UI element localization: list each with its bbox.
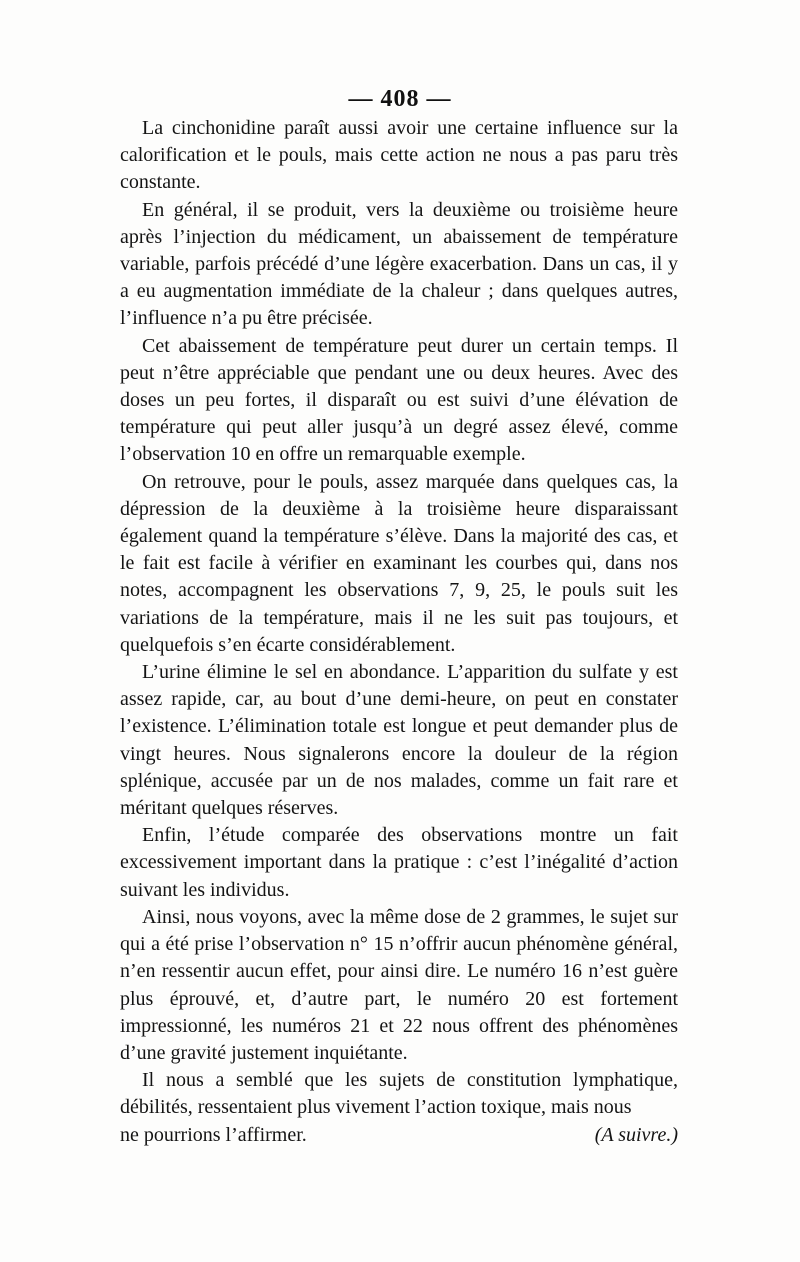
paragraph: Enfin, l’étude comparée des observations montre un fait excessivement important dans la pratique : c’est l’inégalité d’action suivant les individus. [120, 824, 678, 901]
paragraph: Cet abaissement de température peut durer un certain temps. Il peut n’être appréciable que pendant une ou deux heures. Avec des doses un peu fortes, il disparaît ou est suivi d’une élévation de température qui peut aller jusqu’à un degré assez élevé, comme l’observation 10 en offre un remarquable exemple. [120, 334, 678, 466]
paragraph: L’urine élimine le sel en abondance. L’apparition du sulfate y est assez rapide, car, au bout d’une demi-heure, on peut en constater l’existence. L’élimination totale est longue et peut demander plus de vingt heures. Nous signalerons encore la douleur de la région splénique, accusée par un de nos malades, comme un fait rare et méritant quelques réserves. [120, 661, 678, 820]
body-text [120, 115, 678, 1149]
paragraph: La cinchonidine paraît aussi avoir une certaine influence sur la calorification et le pouls, mais cette action ne nous a pas paru très constante. [120, 117, 678, 194]
final-sentence: ne pourrions l’affirmer. [120, 1123, 307, 1146]
continuation-note: (A suivre.) [594, 1123, 678, 1146]
closing-line [120, 1122, 678, 1149]
paragraph: Ainsi, nous voyons, avec la même dose de 2 grammes, le sujet sur qui a été prise l’observation n° 15 n’offrir aucun phénomène général, n’en ressentir aucun effet, pour ainsi dire. Le numéro 16 n’est guère plus éprouvé, et, d’autre part, le numéro 20 est fortement impressionné, les numéros 21 et 22 nous offrent des phénomènes d’une gravité justement inquiétante. [120, 905, 678, 1064]
page-number: — 408 — [348, 86, 452, 112]
paragraph: Il nous a semblé que les sujets de constitution lymphatique, débilités, ressentaient plus vivement l’action toxique, mais nous [120, 1069, 678, 1119]
paragraph: On retrouve, pour le pouls, assez marquée dans quelques cas, la dépression de la deuxième à la troisième heure disparaissant également quand la température s’élève. Dans la majorité des cas, et le fait est facile à vérifier en examinant les courbes qui, dans nos notes, accompagnent les observations 7, 9, 25, le pouls suit les variations de la température, mais il ne les suit pas toujours, et quelquefois s’en écarte considérablement. [120, 470, 678, 656]
paragraph: En général, il se produit, vers la deuxième ou troisième heure après l’injection du médicament, un abaissement de température variable, parfois précédé d’une légère exacerbation. Dans un cas, il y a eu augmentation immédiate de la chaleur ; dans quelques autres, l’influence n’a pu être précisée. [120, 198, 678, 330]
